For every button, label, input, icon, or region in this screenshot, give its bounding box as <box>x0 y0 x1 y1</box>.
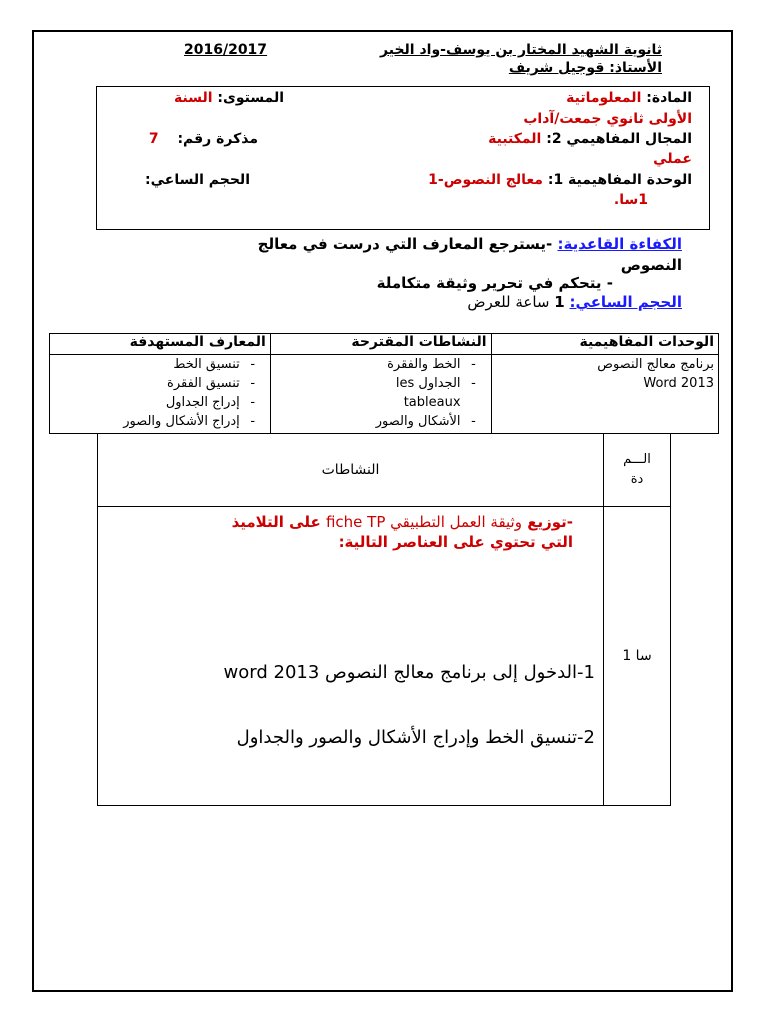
unit-line: برنامج معالج النصوص <box>597 357 714 372</box>
knowledge-item: إدراج الأشكال والصور <box>123 414 240 429</box>
school-year: 2016/2017 <box>184 42 268 58</box>
activity-item: الجداول les <box>395 376 461 391</box>
units-table <box>49 333 719 434</box>
subject-line: المادة: المعلوماتية <box>566 90 692 106</box>
duration-value: 1 سا <box>604 507 671 806</box>
level-continued: الأولى ثانوي جمعت/آداب <box>523 111 692 127</box>
distribute-line-1: -توزيع وثيقة العمل التطبيقي fiche TP على التلاميذ <box>231 513 573 531</box>
hours-line: الحجم الساعي: <box>145 172 250 188</box>
info-box <box>96 86 710 230</box>
hours-summary: الحجم الساعي: 1 ساعة للعرض <box>467 293 682 311</box>
domain-continued: عملي <box>653 151 692 167</box>
activities-body <box>98 507 604 806</box>
units-cell <box>491 355 718 434</box>
competence-line-3: - يتحكم في تحرير وثيقة متكاملة <box>376 274 613 292</box>
unit-line: الوحدة المفاهيمية 1: معالج النصوص-1 <box>428 172 692 188</box>
activity-item: الخط والفقرة <box>387 357 461 372</box>
knowledge-item: تنسيق الفقرة <box>167 376 240 391</box>
units-header-knowledge: المعارف المستهدفة <box>50 334 271 355</box>
activity-item-continued: tableaux <box>403 395 461 410</box>
hours-value: 1سا. <box>613 192 648 208</box>
units-header-activities: النشاطات المقترحة <box>270 334 491 355</box>
step-1: 1-الدخول إلى برنامج معالج النصوص word 2013 <box>223 662 595 683</box>
unit-line: Word 2013 <box>643 376 714 391</box>
distribute-line-2: التي تحتوي على العناصر التالية: <box>338 533 573 551</box>
knowledge-item: تنسيق الخط <box>173 357 240 372</box>
competence-line-2: النصوص <box>620 256 682 274</box>
level-line: المستوى: السنة <box>174 90 284 106</box>
activities-table <box>97 433 671 806</box>
school-name: ثانوية الشهيد المختار بن يوسف-واد الخير <box>380 42 662 58</box>
activities-header: النشاطات <box>98 434 604 507</box>
memo-line: مذكرة رقم: 7 <box>148 131 258 147</box>
activity-item: الأشكال والصور <box>375 414 461 429</box>
teacher-name: الأستاذ: قوجيل شريف <box>508 60 662 76</box>
units-header-units: الوحدات المفاهيمية <box>491 334 718 355</box>
step-2: 2-تنسيق الخط وإدراج الأشكال والصور والجداول <box>236 727 595 748</box>
knowledge-item: إدراج الجداول <box>165 395 240 410</box>
competence-line-1: الكفاءة القاعدية: -يسترجع المعارف التي درست في معالج <box>257 235 682 253</box>
knowledge-cell: -تنسيق الخط -تنسيق الفقرة -إدراج الجداول -إدراج الأشكال والصور <box>50 355 271 434</box>
activities-cell: -الخط والفقرة -الجداول les tableaux -الأشكال والصور <box>270 355 491 434</box>
duration-header: الـــم دة <box>604 434 671 507</box>
domain-line: المجال المفاهيمي 2: المكتبية <box>488 131 692 147</box>
